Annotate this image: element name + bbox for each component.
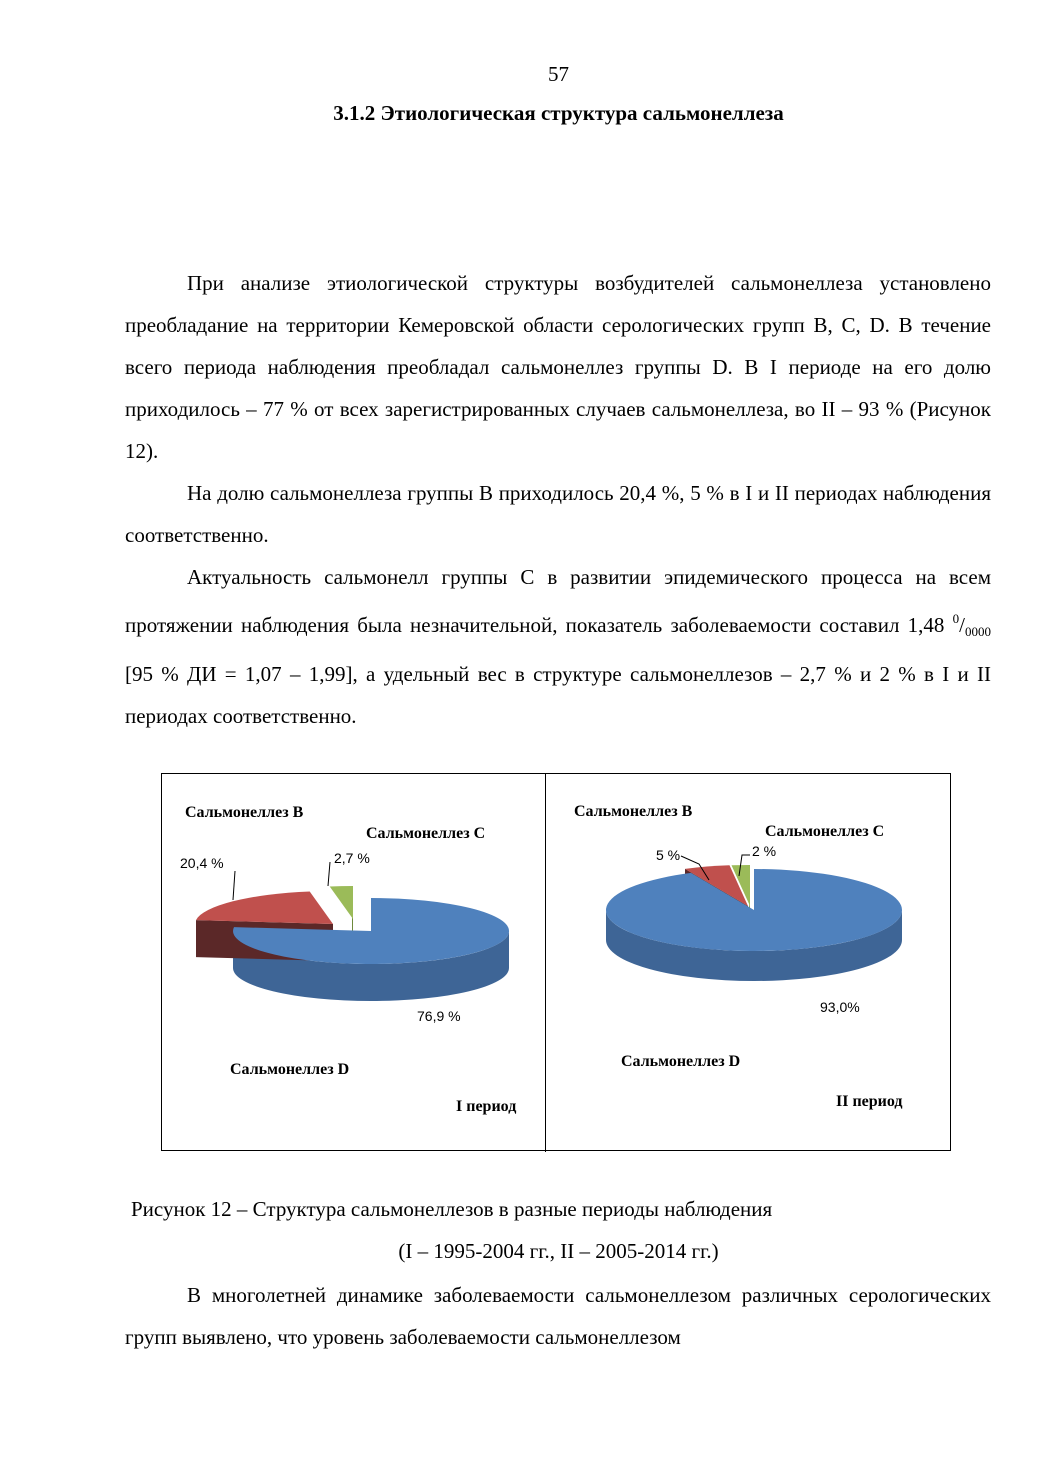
legend-label-1-c: Сальмонеллез С [366,825,486,842]
slice-2-d-top [606,869,902,951]
panel-title-2: II период [836,1093,903,1110]
paragraph-3 [125,556,991,737]
figure-caption: Рисунок 12 – Структура сальмонеллезов в разные периоды наблюдения [131,1197,773,1221]
page-number: 57 [548,62,569,86]
body-text-bottom [125,1274,991,1358]
legend-label-1-b: Сальмонеллез В [185,804,304,821]
paragraph-2: На долю сальмонеллеза группы В приходилось 20,4 %, 5 % в I и II периодах наблюдения соответственно. [125,481,991,547]
data-label-1-b: 20,4 % [180,855,224,871]
data-label-2-c: 2 % [752,843,777,859]
figure-caption-periods: (I – 1995-2004 гг., II – 2005-2014 гг.) [398,1239,719,1263]
chart-period-1 [180,804,516,1115]
rate-unit-slash: / [959,613,965,637]
paragraph-1: При анализе этиологической структуры возбудителей сальмонеллеза установлено преобладание на территории Кемеровской области серологических групп B, C, D. В течение всего периода наблюдения преобладал сальмонеллез группы D. В I периоде на его долю приходилось – 77 % от всех зарегистрированных случаев сальмонеллеза, во II – 93 % (Рисунок 12). [125,271,991,463]
legend-label-2-c: Сальмонеллез С [765,823,885,840]
slice-1-c-top [330,886,353,919]
pie-charts [162,774,952,1152]
rate-unit-sub: 0000 [965,624,991,639]
body-text-top [125,262,991,737]
rate-unit-sup: 0 [952,611,960,626]
data-label-2-b: 5 % [656,847,681,863]
section-title: 3.1.2 Этиологическая структура сальмонеллеза [333,101,784,125]
slice-1-b-top [196,892,333,925]
data-label-2-d: 93,0% [820,999,860,1015]
panel-title-1: I период [456,1098,517,1115]
data-label-1-c: 2,7 % [334,850,370,866]
paragraph-3-text-b: [95 % ДИ = 1,07 – 1,99], а удельный вес в структуре сальмонеллезов – 2,7 % и 2 % в I и II периодах соответственно. [125,662,991,728]
legend-label-1-d: Сальмонеллез D [230,1061,350,1078]
legend-label-2-d: Сальмонеллез D [621,1053,741,1070]
leader-line-1-c [328,862,330,886]
chart-period-2 [574,803,903,1110]
paragraph-3-text-a: Актуальность сальмонелл группы С в развитии эпидемического процесса на всем протяжении наблюдения была незначительной, показатель заболеваемости составил 1,48 [125,565,991,637]
figure-12 [161,773,951,1151]
paragraph-4: В многолетней динамике заболеваемости сальмонеллезом различных серологических групп выявлено, что уровень заболеваемости сальмонеллезом [125,1283,991,1349]
leader-line-1-b [233,871,235,900]
data-label-1-d: 76,9 % [417,1008,461,1024]
legend-label-2-b: Сальмонеллез В [574,803,693,820]
